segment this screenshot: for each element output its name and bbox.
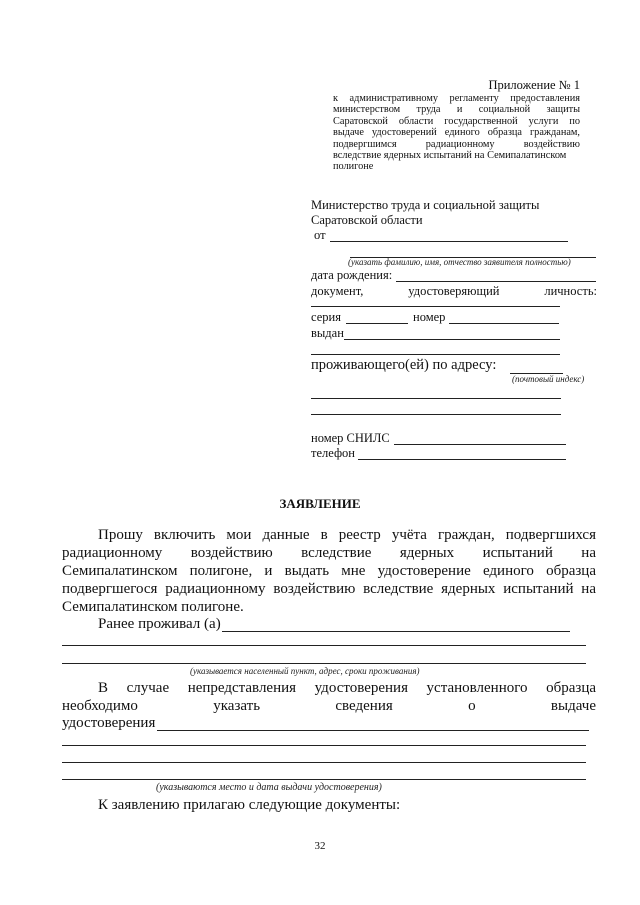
lived-hint: (указывается населенный пункт, адрес, сроки проживания) xyxy=(190,666,420,676)
name-hint: (указать фамилию, имя, отчество заявителя полностью) xyxy=(348,257,571,267)
document-row xyxy=(311,284,597,299)
appendix-line: выдаче удостоверений единого образца гражданам, xyxy=(333,127,580,139)
page-number: 32 xyxy=(314,840,326,852)
appendix-line: подвергшимся радиационному воздействию xyxy=(333,138,580,150)
ministry-line-1: Министерство труда и социальной защиты xyxy=(311,198,540,212)
issued-field-line-2[interactable] xyxy=(311,354,560,355)
paragraph-line: подвергшегося радиационному воздействию вследствие ядерных испытаний на xyxy=(62,581,596,597)
attach-label: К заявлению прилагаю следующие документы: xyxy=(98,797,401,813)
series-field-line[interactable] xyxy=(346,323,408,324)
lived-field-line-2[interactable] xyxy=(62,645,586,646)
lived-field-line-3[interactable] xyxy=(62,663,586,664)
postal-hint: (почтовый индекс) xyxy=(512,374,585,384)
issued-field-line[interactable] xyxy=(344,339,560,340)
snils-label: номер СНИЛС xyxy=(311,431,390,445)
snils-field-line[interactable] xyxy=(394,444,566,445)
phone-label: телефон xyxy=(311,446,355,460)
case-line: В случае непредставления удостоверения установленного образца xyxy=(98,680,596,696)
statement-title: ЗАЯВЛЕНИЕ xyxy=(279,496,361,511)
address-field-line-1[interactable] xyxy=(311,398,561,399)
doc-word: личность: xyxy=(544,284,597,298)
cert-field-line-3[interactable] xyxy=(62,762,586,763)
lived-label: Ранее проживал (а) xyxy=(98,616,221,632)
appendix-text xyxy=(333,93,580,173)
doc-word: документ, xyxy=(311,284,364,298)
cert-field-line-2[interactable] xyxy=(62,745,586,746)
doc-word: удостоверяющий xyxy=(408,284,500,298)
paragraph-line: радиационному воздействию вследствие ядерных испытаний на xyxy=(62,545,596,561)
appendix-line: полигоне xyxy=(333,161,374,173)
cert-field-line[interactable] xyxy=(157,730,589,731)
case-line: необходимо указать сведения о выдаче xyxy=(62,698,596,714)
cert-hint: (указываются место и дата выдачи удостоверения) xyxy=(156,782,382,793)
case-paragraph xyxy=(62,679,596,715)
appendix-line: Саратовской области государственной услуги по xyxy=(333,115,580,127)
lived-field-line[interactable] xyxy=(222,631,570,632)
document-field-line[interactable] xyxy=(311,306,560,307)
paragraph-line: Семипалатинском полигоне. xyxy=(62,599,244,615)
appendix-title: Приложение № 1 xyxy=(488,78,580,92)
ministry-line-2: Саратовской области xyxy=(311,213,423,227)
address-field-line-2[interactable] xyxy=(311,414,561,415)
phone-field-line[interactable] xyxy=(358,459,566,460)
birth-field-line[interactable] xyxy=(396,281,596,282)
issued-label: выдан xyxy=(311,326,344,340)
number-field-line[interactable] xyxy=(449,323,559,324)
cert-label: удостоверения xyxy=(62,715,156,731)
number-label: номер xyxy=(413,310,446,324)
residing-label: проживающего(ей) по адресу: xyxy=(311,357,497,373)
birth-label: дата рождения: xyxy=(311,268,393,282)
series-label: серия xyxy=(311,310,341,324)
paragraph-line: Прошу включить мои данные в реестр учёта граждан, подвергшихся xyxy=(98,527,596,543)
appendix-line: министерством труда и социальной защиты xyxy=(333,104,580,116)
paragraph-line: Семипалатинском полигоне, и выдать мне удостоверение единого образца xyxy=(62,563,596,579)
appendix-line: вследствие ядерных испытаний на Семипалатинском xyxy=(333,150,567,162)
statement-paragraph xyxy=(62,526,596,616)
cert-field-line-4[interactable] xyxy=(62,779,586,780)
from-field-line[interactable] xyxy=(330,241,568,242)
appendix-line: к административному регламенту предоставления xyxy=(333,93,580,104)
from-label: от xyxy=(314,228,326,242)
